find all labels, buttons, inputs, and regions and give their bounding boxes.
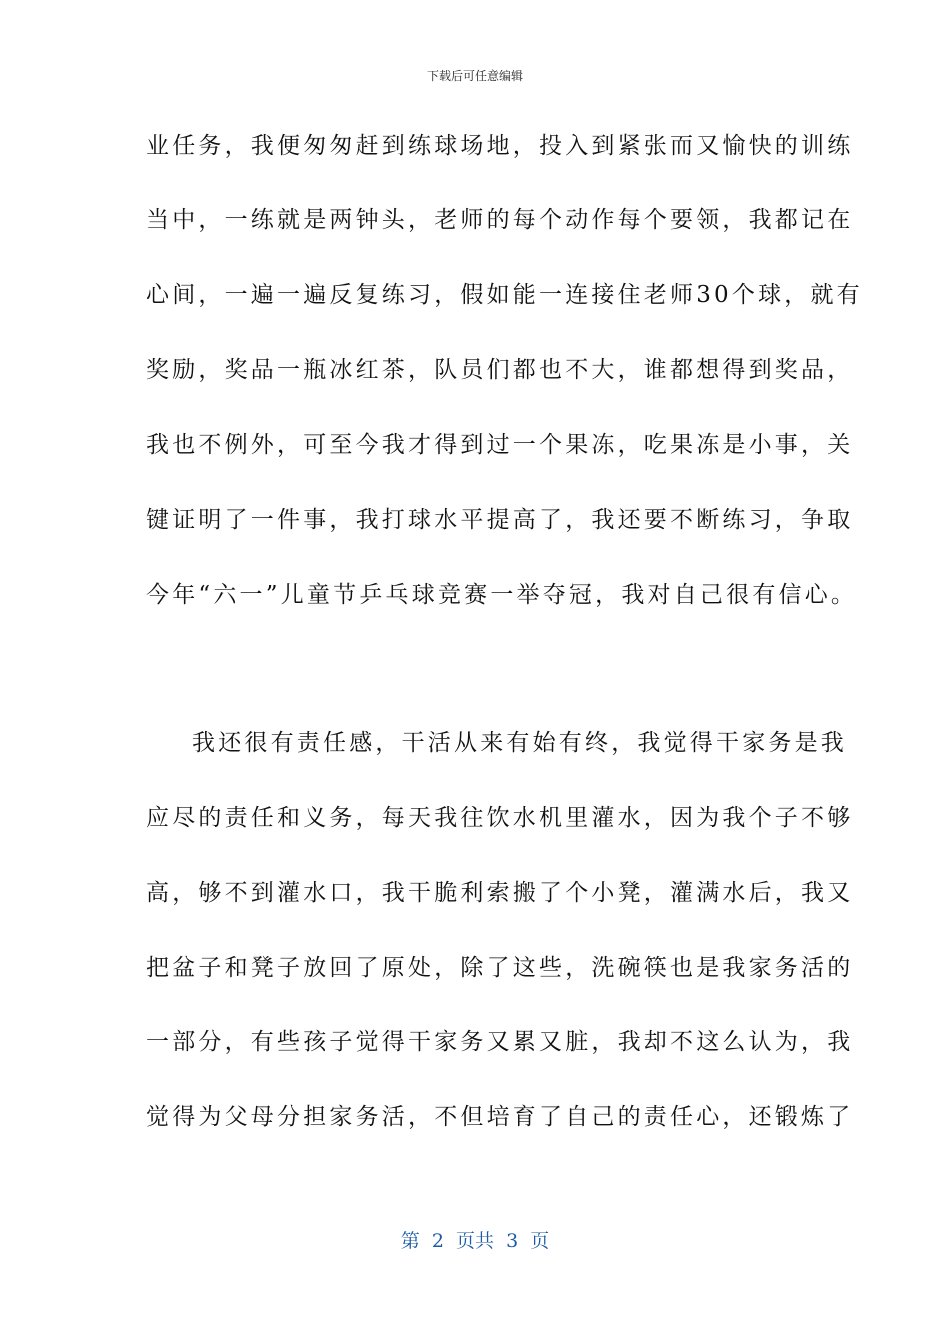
page-header: 下载后可任意编辑 <box>426 69 523 83</box>
text-line: 觉得为父母分担家务活，不但培育了自己的责任心，还锻炼了 <box>146 1104 854 1130</box>
text-line: 业任务，我便匆匆赶到练球场地，投入到紧张而又愉快的训练 <box>146 133 854 159</box>
text-line: 一部分，有些孩子觉得干家务又累又脏，我却不这么认为，我 <box>146 1029 854 1055</box>
text-line: 把盆子和凳子放回了原处，除了这些，洗碗筷也是我家务活的 <box>146 955 854 981</box>
page-number-footer: 第 2 页共 3 页 <box>400 1230 550 1252</box>
text-line: 键证明了一件事，我打球水平提高了，我还要不断练习，争取 <box>146 507 854 533</box>
text-line: 当中，一练就是两钟头，老师的每个动作每个要领，我都记在 <box>146 207 854 233</box>
text-line: 高，够不到灌水口，我干脆利索搬了个小凳，灌满水后，我又 <box>146 880 854 906</box>
text-line: 心间，一遍一遍反复练习，假如能一连接住老师30个球，就有 <box>146 282 863 308</box>
text-line: 我也不例外，可至今我才得到过一个果冻，吃果冻是小事，关 <box>146 432 854 458</box>
text-line-indented: 我还很有责任感，干活从来有始有终，我觉得干家务是我 <box>192 730 847 756</box>
text-line: 奖励，奖品一瓶冰红茶，队员们都也不大，谁都想得到奖品， <box>146 357 854 383</box>
text-line: 今年“六一”儿童节乒乓球竞赛一举夺冠，我对自己很有信心。 <box>146 582 858 608</box>
text-line: 应尽的责任和义务，每天我往饮水机里灌水，因为我个子不够 <box>146 805 854 831</box>
